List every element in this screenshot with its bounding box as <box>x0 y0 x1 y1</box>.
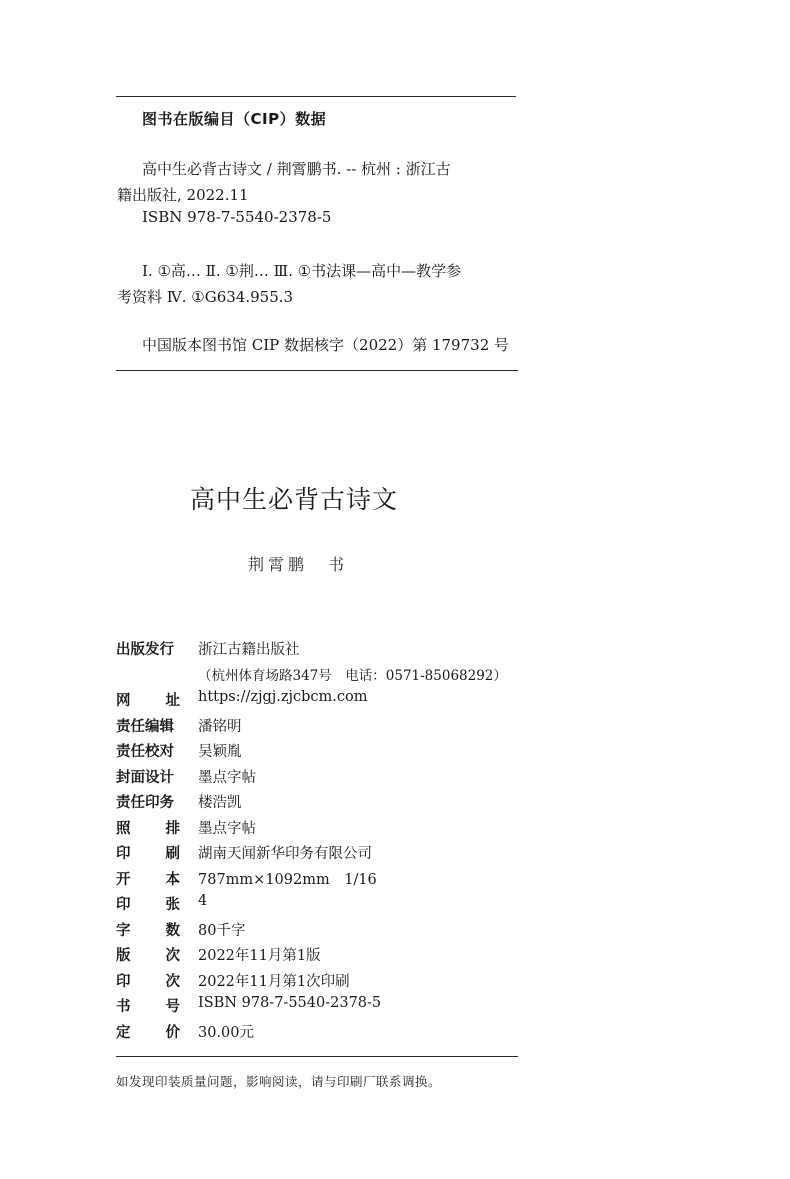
imprint-value: 787mm×1092mm 1/16 <box>198 871 377 888</box>
book-author: 荆霄鹏 书 <box>248 555 349 574</box>
imprint-label: 网 址 <box>116 693 180 709</box>
imprint-value: 楼浩凯 <box>198 795 242 811</box>
imprint-value: 80千字 <box>198 922 246 939</box>
imprint-row <box>116 1021 536 1047</box>
quality-notice: 如发现印装质量问题，影响阅读，请与印刷厂联系调换。 <box>116 1074 442 1089</box>
imprint-value: 30.00元 <box>198 1024 255 1041</box>
cip-top-rule <box>116 96 516 97</box>
imprint-label: 责任印务 <box>116 795 174 811</box>
cip-bottom-rule <box>116 370 518 371</box>
imprint-row <box>116 715 536 741</box>
cip-line-1: 高中生必背古诗文 / 荆霄鹏书. -- 杭州 : 浙江古 <box>142 160 451 178</box>
book-title: 高中生必背古诗文 <box>190 485 399 514</box>
imprint-label: 出版发行 <box>116 642 174 658</box>
imprint-row-address <box>116 664 536 690</box>
imprint-row <box>116 740 536 766</box>
imprint-label: 印 刷 <box>116 846 180 862</box>
imprint-value: 吴颖胤 <box>198 744 242 760</box>
imprint-address: （杭州体育场路347号 电话：0571-85068292） <box>198 667 507 684</box>
imprint-row <box>116 791 536 817</box>
cip-heading: 图书在版编目（CIP）数据 <box>142 110 327 128</box>
imprint-row <box>116 689 536 715</box>
imprint-row <box>116 868 536 894</box>
imprint-row <box>116 970 536 996</box>
cip-line-6: 中国版本图书馆 CIP 数据核字（2022）第 179732 号 <box>142 336 510 354</box>
imprint-row-publisher <box>116 638 536 664</box>
imprint-block <box>116 638 536 1046</box>
imprint-row <box>116 817 536 843</box>
imprint-label: 责任编辑 <box>116 718 174 735</box>
imprint-value: https://zjgj.zjcbcm.com <box>198 689 368 705</box>
imprint-label: 责任校对 <box>116 744 174 760</box>
imprint-value: 4 <box>198 893 208 909</box>
imprint-value: ISBN 978-7-5540-2378-5 <box>198 995 382 1011</box>
imprint-label: 印 次 <box>116 973 180 990</box>
imprint-row <box>116 893 536 919</box>
imprint-value: 2022年11月第1版 <box>198 948 321 964</box>
imprint-value: 2022年11月第1次印刷 <box>198 973 350 990</box>
cip-line-3: ISBN 978-7-5540-2378-5 <box>142 208 332 226</box>
imprint-label: 照 排 <box>116 820 180 837</box>
imprint-label: 版 次 <box>116 948 180 964</box>
imprint-row <box>116 995 536 1021</box>
imprint-row <box>116 842 536 868</box>
cip-line-4: Ⅰ. ①高… Ⅱ. ①荆… Ⅲ. ①书法课—高中—教学参 <box>142 262 462 280</box>
imprint-value: 墨点字帖 <box>198 820 256 837</box>
cip-line-2: 籍出版社, 2022.11 <box>117 186 249 204</box>
imprint-row <box>116 944 536 970</box>
imprint-label: 书 号 <box>116 999 180 1015</box>
imprint-value: 潘铭明 <box>198 718 242 735</box>
imprint-bottom-rule <box>116 1056 518 1057</box>
imprint-value: 墨点字帖 <box>198 769 256 786</box>
imprint-value: 浙江古籍出版社 <box>198 642 300 658</box>
imprint-label: 印 张 <box>116 897 180 913</box>
imprint-label: 开 本 <box>116 871 180 888</box>
imprint-row <box>116 919 536 945</box>
imprint-label: 定 价 <box>116 1024 180 1041</box>
imprint-label: 封面设计 <box>116 769 174 786</box>
imprint-label: 字 数 <box>116 922 180 939</box>
imprint-row <box>116 766 536 792</box>
imprint-value: 湖南天闻新华印务有限公司 <box>198 846 372 862</box>
cip-line-5: 考资料 Ⅳ. ①G634.955.3 <box>117 288 294 306</box>
